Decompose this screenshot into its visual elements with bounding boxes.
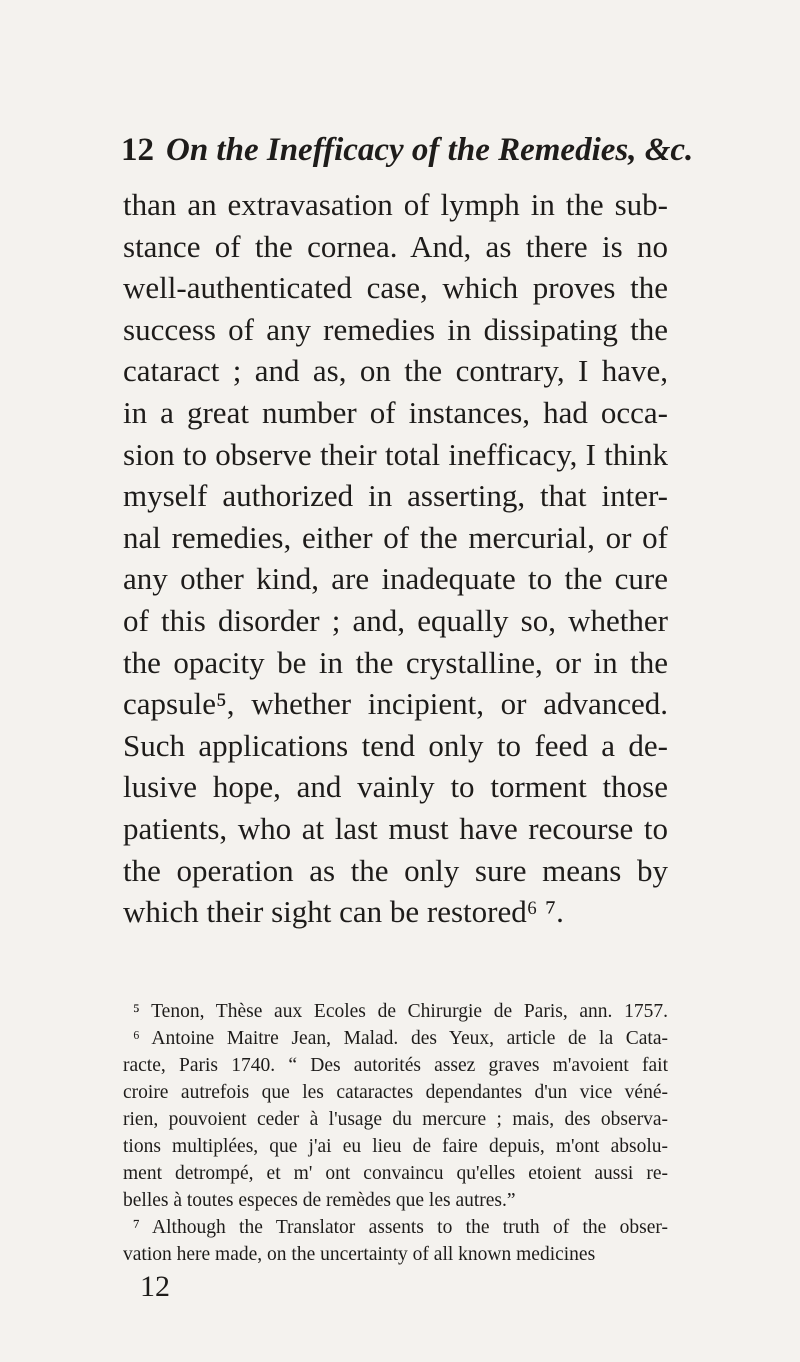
signature-mark: 12: [140, 1270, 170, 1303]
footnotes: [123, 998, 668, 1268]
body-line: sion to observe their total inefficacy, I think: [123, 436, 668, 472]
body-line: nal remedies, either of the mercurial, or of: [123, 519, 668, 555]
body-line: Such applications tend only to feed a de-: [123, 727, 668, 763]
footnote-line: racte, Paris 1740. “ Des autorités assez graves m'avoient fait: [123, 1055, 668, 1076]
footnote-line: tions multiplées, que j'ai eu lieu de faire depuis, m'ont absolu-: [123, 1136, 668, 1157]
footnote-line: ⁵ Tenon, Thèse aux Ecoles de Chirurgie de Paris, ann. 1757.: [133, 1001, 668, 1022]
body-line: stance of the cornea. And, as there is no: [123, 228, 668, 264]
footnote-line: belles à toutes especes de remèdes que les autres.”: [123, 1190, 516, 1211]
body-line: success of any remedies in dissipating the: [123, 311, 668, 347]
body-line: in a great number of instances, had occa-: [123, 394, 668, 430]
body-line: any other kind, are inadequate to the cure: [123, 561, 668, 597]
body-line: myself authorized in asserting, that inter-: [123, 478, 668, 514]
body-text: [123, 184, 668, 933]
body-line: cataract ; and as, on the contrary, I have,: [123, 353, 668, 389]
body-line: the operation as the only sure means by: [123, 852, 668, 888]
body-line: well-authenticated case, which proves the: [123, 270, 668, 306]
running-head-title: On the Inefficacy of the Remedies, &c.: [166, 132, 694, 168]
body-line: of this disorder ; and, equally so, whether: [123, 602, 668, 638]
body-line: the opacity be in the crystalline, or in the: [123, 644, 668, 680]
body-line: than an extravasation of lymph in the sub-: [123, 187, 668, 222]
body-line: capsule⁵, whether incipient, or advanced.: [123, 686, 668, 722]
body-line: patients, who at last must have recourse to: [123, 810, 668, 846]
body-line: lusive hope, and vainly to torment those: [123, 769, 668, 805]
footnote-line: ⁶ Antoine Maitre Jean, Malad. des Yeux, article de la Cata-: [133, 1028, 668, 1049]
page-number: 12: [121, 132, 154, 168]
footnote-line: croire autrefois que les cataractes dependantes d'un vice véné-: [123, 1082, 668, 1103]
body-line: which their sight can be restored⁶ ⁷.: [123, 894, 564, 930]
footnote-line: rien, pouvoient ceder à l'usage du mercure ; mais, des observa-: [123, 1109, 668, 1130]
running-head: [121, 130, 694, 170]
footnote-line: ⁷ Although the Translator assents to the truth of the obser-: [133, 1217, 668, 1238]
footnote-line: vation here made, on the uncertainty of all known medicines: [123, 1244, 596, 1265]
footnote-line: ment detrompé, et m' ont convaincu qu'elles etoient aussi re-: [123, 1163, 668, 1184]
